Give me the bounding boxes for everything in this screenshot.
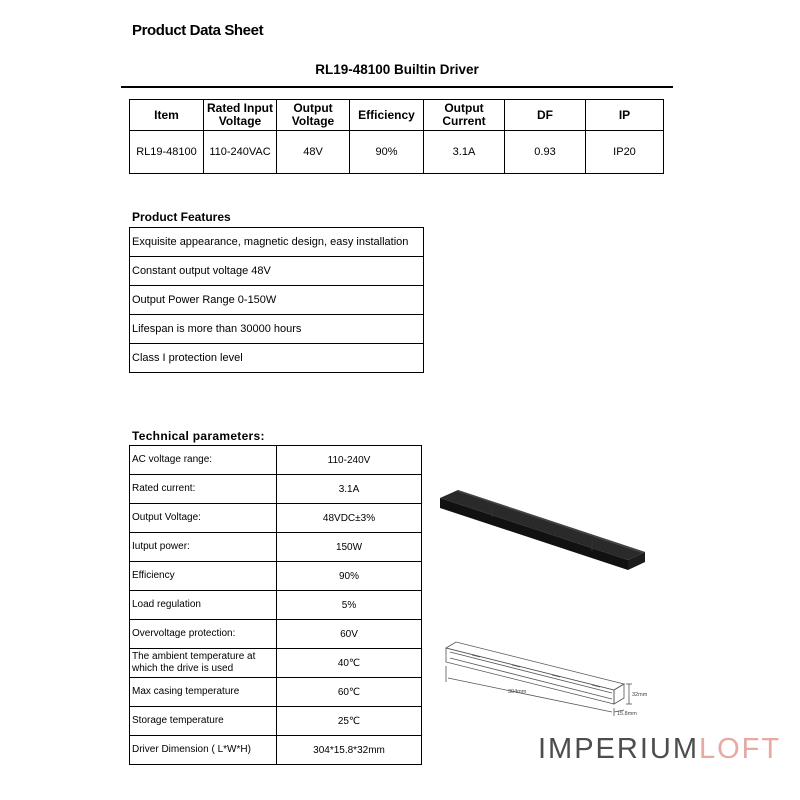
- feature-item: Exquisite appearance, magnetic design, easy installation: [130, 228, 424, 257]
- spec-header-cell: Output Current: [424, 100, 505, 131]
- feature-row: [130, 315, 424, 344]
- title-divider: [121, 86, 673, 88]
- tech-value: 3.1A: [277, 475, 422, 504]
- tech-row: [130, 446, 422, 475]
- tech-value: 304*15.8*32mm: [277, 736, 422, 765]
- brand-part2: LOFT: [699, 733, 782, 765]
- tech-param: Load regulation: [130, 591, 277, 620]
- spec-header-cell: Efficiency: [350, 100, 424, 131]
- length-dimension-label: 304mm: [508, 689, 527, 695]
- spec-cell: 90%: [350, 131, 424, 174]
- tech-param: Rated current:: [130, 475, 277, 504]
- spec-header-cell: DF: [505, 100, 586, 131]
- tech-param: Driver Dimension ( L*W*H): [130, 736, 277, 765]
- technical-table: [129, 445, 422, 765]
- brand-part1: IMPERIUM: [538, 733, 699, 765]
- spec-cell: IP20: [586, 131, 664, 174]
- tech-row: [130, 736, 422, 765]
- tech-value: 90%: [277, 562, 422, 591]
- product-photo: [432, 486, 652, 576]
- tech-value: 40℃: [277, 649, 422, 678]
- tech-value: 5%: [277, 591, 422, 620]
- width-dimension-label: 15.8mm: [617, 711, 637, 717]
- tech-row: [130, 562, 422, 591]
- feature-item: Class I protection level: [130, 344, 424, 373]
- tech-value: 150W: [277, 533, 422, 562]
- tech-param: Max casing temperature: [130, 678, 277, 707]
- tech-value: 110-240V: [277, 446, 422, 475]
- features-heading: Product Features: [132, 210, 231, 224]
- tech-param: Efficiency: [130, 562, 277, 591]
- tech-row: [130, 533, 422, 562]
- tech-param: Storage temperature: [130, 707, 277, 736]
- feature-item: Output Power Range 0-150W: [130, 286, 424, 315]
- height-dimension-label: 32mm: [632, 692, 648, 698]
- features-table: [129, 227, 424, 373]
- tech-value: 48VDC±3%: [277, 504, 422, 533]
- spec-cell: 3.1A: [424, 131, 505, 174]
- spec-header-cell: IP: [586, 100, 664, 131]
- feature-row: [130, 228, 424, 257]
- spec-cell: 110-240VAC: [204, 131, 277, 174]
- spec-cell: RL19-48100: [130, 131, 204, 174]
- feature-row: [130, 344, 424, 373]
- technical-heading: Technical parameters:: [132, 429, 265, 443]
- tech-row: [130, 475, 422, 504]
- spec-data-row: [130, 131, 664, 174]
- feature-row: [130, 286, 424, 315]
- spec-table: [129, 99, 664, 174]
- tech-value: 25℃: [277, 707, 422, 736]
- tech-param: Iutput power:: [130, 533, 277, 562]
- tech-row: [130, 504, 422, 533]
- model-title: RL19-48100 Builtin Driver: [315, 62, 479, 77]
- spec-header-cell: Output Voltage: [277, 100, 350, 131]
- feature-item: Constant output voltage 48V: [130, 257, 424, 286]
- tech-param: Overvoltage protection:: [130, 620, 277, 649]
- tech-row: [130, 678, 422, 707]
- product-drawing: [442, 636, 662, 722]
- spec-header-cell: Rated Input Voltage: [204, 100, 277, 131]
- feature-item: Lifespan is more than 30000 hours: [130, 315, 424, 344]
- tech-value: 60V: [277, 620, 422, 649]
- tech-row: [130, 591, 422, 620]
- feature-row: [130, 257, 424, 286]
- tech-row: [130, 649, 422, 678]
- sheet-title: Product Data Sheet: [132, 22, 264, 39]
- tech-param: Output Voltage:: [130, 504, 277, 533]
- tech-value: 60℃: [277, 678, 422, 707]
- tech-row: [130, 620, 422, 649]
- spec-header-row: [130, 100, 664, 131]
- brand-logo: [538, 733, 781, 766]
- spec-header-cell: Item: [130, 100, 204, 131]
- spec-cell: 48V: [277, 131, 350, 174]
- spec-cell: 0.93: [505, 131, 586, 174]
- tech-param: The ambient temperature at which the drive is used: [130, 649, 277, 678]
- tech-param: AC voltage range:: [130, 446, 277, 475]
- tech-row: [130, 707, 422, 736]
